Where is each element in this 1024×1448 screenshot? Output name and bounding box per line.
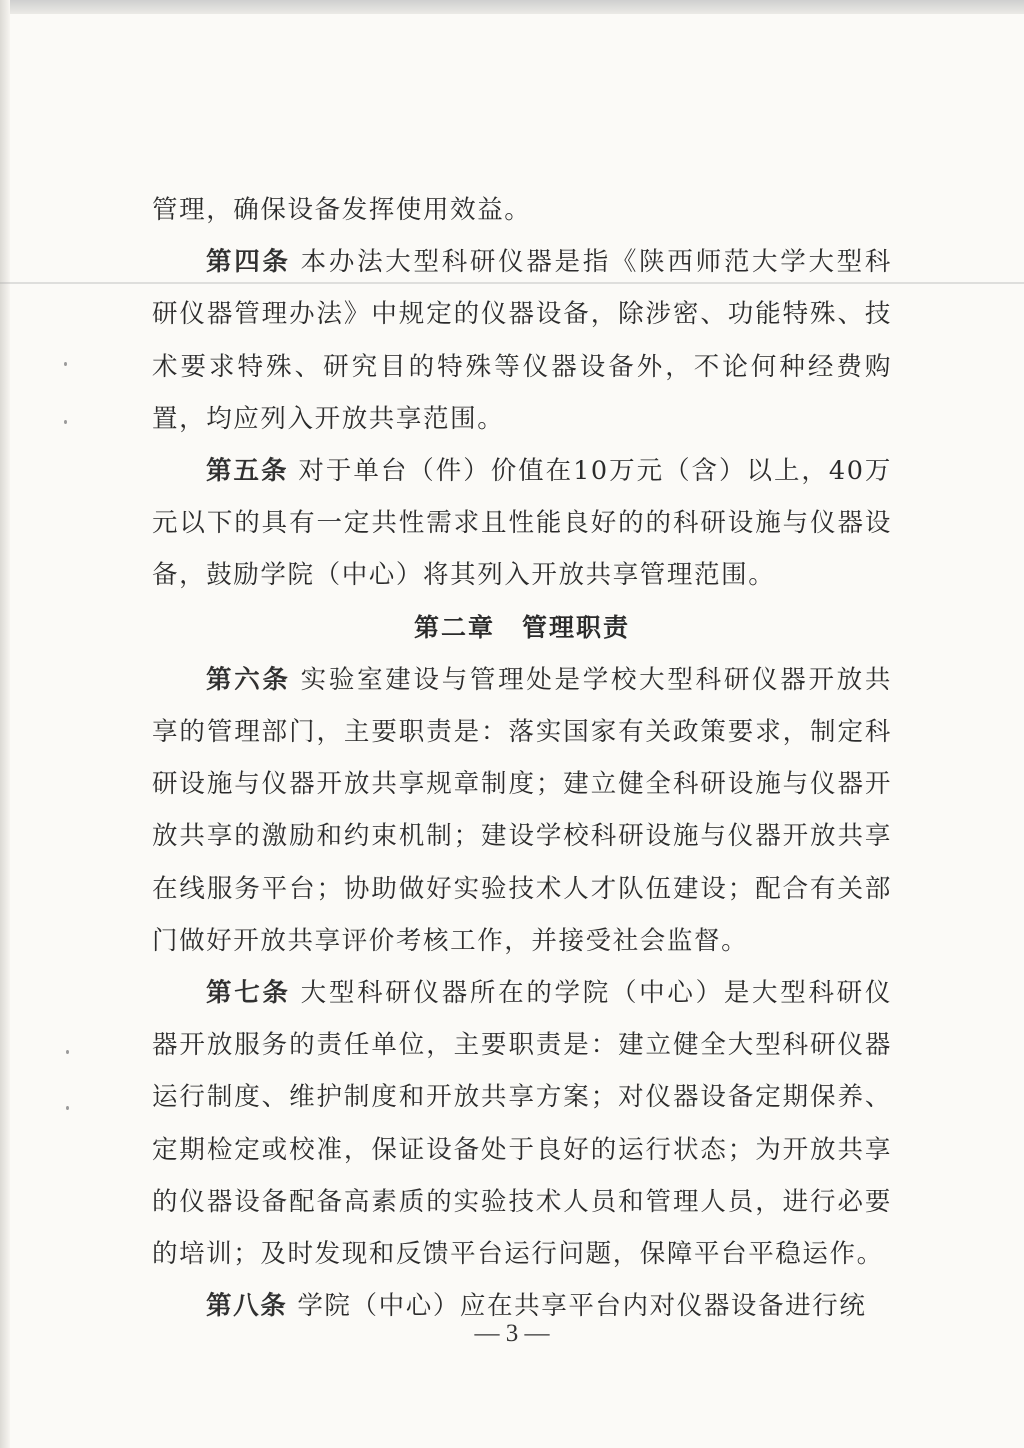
- scan-speck: [66, 1106, 69, 1110]
- page-number: — 3 —: [474, 1320, 550, 1347]
- scan-speck: [66, 1050, 69, 1054]
- article-text: 大型科研仪器所在的学院（中心）是大型科研仪器开放服务的责任单位，主要职责是：建立健全大型科研仪器运行制度、维护制度和开放共享方案；对仪器设备定期保养、定期检定或校准，保证设备处于良好的运行状态；为开放共享的仪器设备配备高素质的实验技术人员和管理人员，进行必要的培训；及时发现和反馈平台运行问题，保障平台平稳运作。: [152, 978, 892, 1270]
- scan-speck: [64, 362, 67, 366]
- article-text: 本办法大型科研仪器是指《陕西师范大学大型科研仪器管理办法》中规定的仪器设备，除涉密、功能特殊、技术要求特殊、研究目的特殊等仪器设备外，不论何种经费购置，均应列入开放共享范围。: [152, 247, 892, 434]
- paragraph-continuation: [152, 184, 892, 236]
- article-label: 第七条: [206, 978, 291, 1009]
- article-label: 第五条: [206, 456, 289, 487]
- article-7: [152, 967, 892, 1280]
- article-text: 对于单台（件）价值在10万元（含）以上，40万元以下的具有一定共性需求且性能良好的的科研设施与仪器设备，鼓励学院（中心）将其列入开放共享管理范围。: [152, 456, 892, 591]
- article-text: 实验室建设与管理处是学校大型科研仪器开放共享的管理部门，主要职责是：落实国家有关政策要求，制定科研设施与仪器开放共享规章制度；建立健全科研设施与仪器开放共享的激励和约束机制；建设学校科研设施与仪器开放共享在线服务平台；协助做好实验技术人才队伍建设；配合有关部门做好开放共享评价考核工作，并接受社会监督。: [152, 664, 892, 956]
- article-label: 第四条: [206, 247, 291, 278]
- scan-left-edge: [0, 0, 10, 1448]
- scan-speck: [64, 420, 67, 424]
- scan-top-edge: [0, 0, 1024, 14]
- paragraph-text: 管理，确保设备发挥使用效益。: [152, 195, 532, 225]
- article-label: 第六条: [206, 664, 291, 695]
- article-label: 第八条: [206, 1291, 288, 1322]
- body-text: [152, 184, 892, 1332]
- article-text: 学院（中心）应在共享平台内对仪器设备进行统: [297, 1291, 867, 1322]
- article-5: [152, 445, 892, 602]
- article-4: [152, 236, 892, 445]
- article-6: [152, 654, 892, 967]
- chapter-heading: 第二章 管理职责: [413, 612, 630, 642]
